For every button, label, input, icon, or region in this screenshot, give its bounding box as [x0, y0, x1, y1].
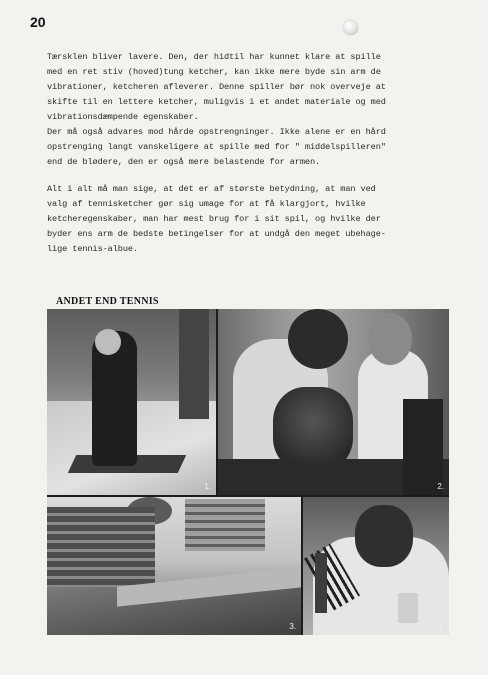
text-line: end de blødere, den er også mere belastende for armen.	[47, 157, 321, 167]
photo-label: 1.	[204, 482, 211, 491]
text-line: med en ret stiv (hoved)tung ketcher, kan ikke mere byde sin arm de	[47, 67, 381, 77]
photo-person-left-head	[288, 309, 348, 369]
photo-person-right-head	[368, 313, 412, 365]
body-paragraph-1	[47, 50, 447, 170]
photo-gardening	[47, 309, 216, 495]
text-line: skifte til en lettere ketcher, muligvis i et andet materiale og med	[47, 97, 386, 107]
text-line: valg af tennisketcher gør sig umage for at få klargjort, hvilke	[47, 199, 366, 209]
text-line: Der må også advares mod hårde opstrengninger. Ikke alene er en hård	[47, 127, 386, 137]
text-line: Alt i alt må man sige, at det er af største betydning, at man ved	[47, 184, 376, 194]
photo-tired-player	[303, 497, 449, 635]
photo-label: 4.	[437, 622, 444, 631]
text-line: vibrationsdæmpende egenskaber.	[47, 112, 199, 122]
photo-buildings	[47, 497, 301, 635]
text-line: lige tennis-albue.	[47, 244, 139, 254]
section-heading: ANDET END TENNIS	[56, 296, 159, 307]
photo-collage	[47, 309, 449, 635]
text-line: vibrationer, ketcheren afleverer. Denne spiller bør nok overveje at	[47, 82, 386, 92]
photo-glass	[398, 593, 418, 623]
photo-label: 2.	[437, 482, 444, 491]
page-number: 20	[30, 14, 46, 30]
photo-bottle	[315, 553, 327, 613]
tennis-ball-icon	[343, 20, 358, 35]
photo-person-head	[95, 329, 121, 355]
photo-bar-scene	[218, 309, 449, 495]
text-line: Tærsklen bliver lavere. Den, der hidtil har kunnet klare at spille	[47, 52, 381, 62]
photo-label: 3.	[289, 622, 296, 631]
photo-building-right	[185, 499, 265, 551]
body-paragraph-2	[47, 182, 447, 257]
text-line: ketcheregenskaber, man har mest brug for i sit spil, og hvilke der	[47, 214, 381, 224]
photo-flowers	[273, 387, 353, 472]
photo-tree	[179, 309, 209, 419]
photo-bottles	[403, 399, 443, 495]
photo-person-head	[355, 505, 413, 567]
text-line: opstrenging langt vanskeligere at spille med for " middelspilleren"	[47, 142, 386, 152]
text-line: byder ens arm de bedste betingelser for at undgå den meget ubehage-	[47, 229, 386, 239]
